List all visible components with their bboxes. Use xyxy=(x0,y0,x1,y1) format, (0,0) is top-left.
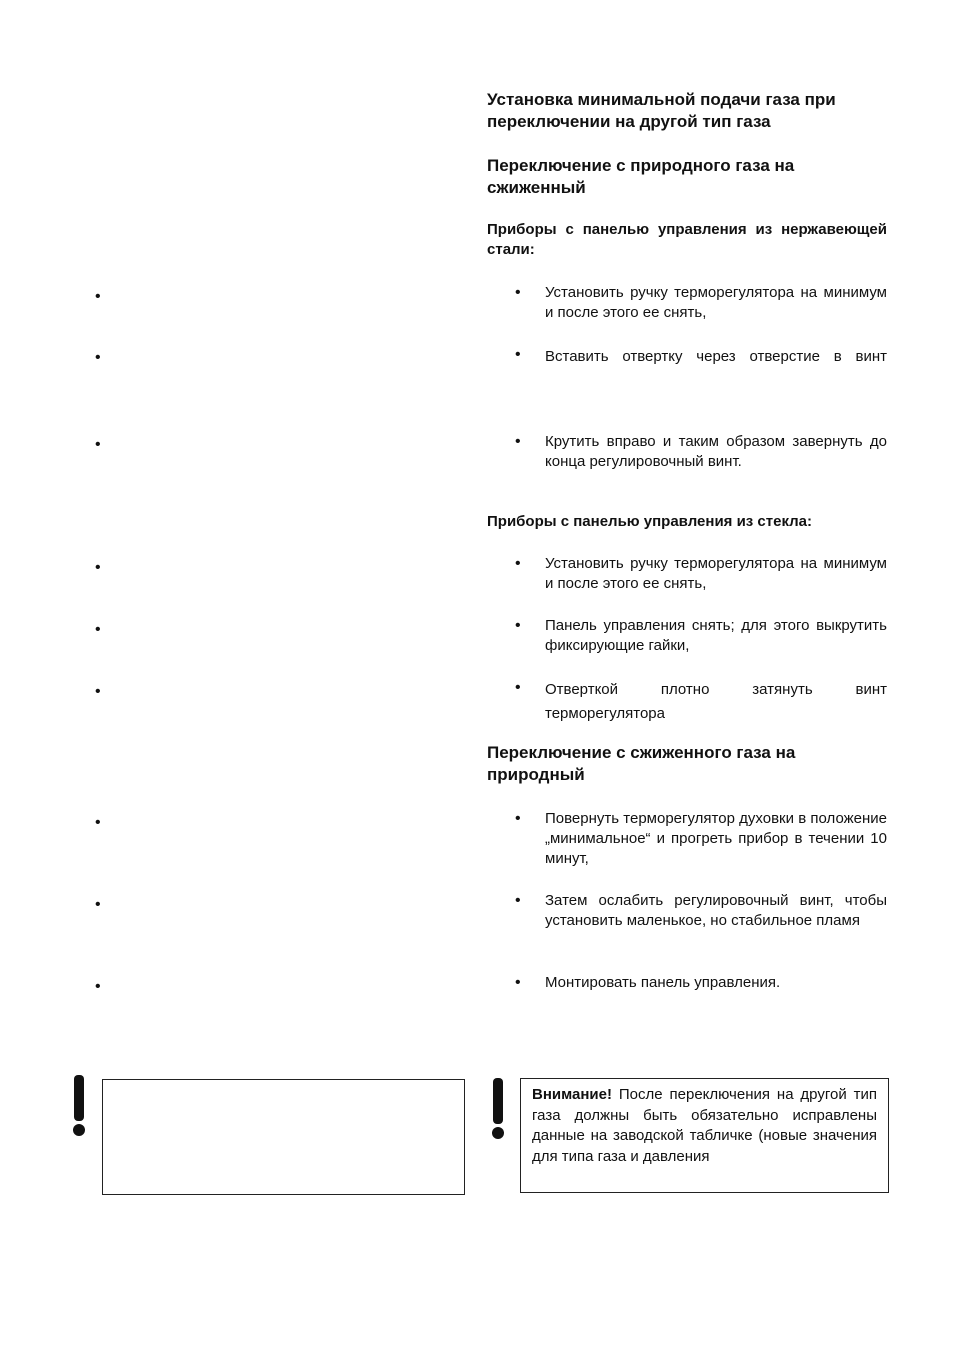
warning-box xyxy=(520,1078,889,1193)
bullet: • xyxy=(515,679,521,696)
list-item: Повернуть терморегулятор духовки в положение „минимальное“ и прогреть прибор в течении 10 минут, xyxy=(545,810,887,867)
left-bullet: • xyxy=(95,683,101,700)
bullet: • xyxy=(515,346,521,363)
list-item: Крутить вправо и таким образом завернуть до конца регулировочный винт. xyxy=(545,433,887,470)
steel-panel-heading: Приборы с панелью управления из нержавеющей стали: xyxy=(487,221,887,258)
bullet: • xyxy=(515,617,521,634)
exclamation-icon xyxy=(72,1075,86,1137)
list-item: Установить ручку терморегулятора на минимум и после этого ее снять, xyxy=(545,284,887,321)
warning-box-empty xyxy=(102,1079,465,1195)
bullet: • xyxy=(515,892,521,909)
list-item: Отверткой плотно затянуть винт терморегулятора xyxy=(545,681,887,722)
left-bullet: • xyxy=(95,814,101,831)
warning-body: После переключения на другой тип газа должны быть обязательно исправлены данные на заводской табличке (новые значения для типа газа и давления xyxy=(532,1086,877,1165)
left-bullet: • xyxy=(95,621,101,638)
warning-label: Внимание! xyxy=(532,1086,612,1103)
left-bullet: • xyxy=(95,436,101,453)
bullet: • xyxy=(515,810,521,827)
list-item: Панель управления снять; для этого выкрутить фиксирующие гайки, xyxy=(545,617,887,654)
left-bullet: • xyxy=(95,288,101,305)
bullet: • xyxy=(515,555,521,572)
glass-panel-heading: Приборы с панелью управления из стекла: xyxy=(487,513,813,530)
bullet: • xyxy=(515,974,521,991)
list-item xyxy=(545,345,887,368)
section-heading-natural-to-lpg: Переключение с природного газа на сжиженный xyxy=(487,156,795,197)
left-bullet: • xyxy=(95,559,101,576)
bullet: • xyxy=(515,284,521,301)
section-heading-lpg-to-natural: Переключение с сжиженного газа на природный xyxy=(487,743,796,784)
list-item: Затем ослабить регулировочный винт, чтобы установить маленькое, но стабильное пламя xyxy=(545,892,887,929)
exclamation-icon xyxy=(491,1078,505,1140)
left-bullet: • xyxy=(95,896,101,913)
left-bullet: • xyxy=(95,978,101,995)
page-title: Установка минимальной подачи газа при переключении на другой тип газа xyxy=(487,90,836,131)
warning-text xyxy=(532,1085,877,1167)
list-item-text: Вставить отвертку через отверстие в винт xyxy=(545,348,887,365)
bullet: • xyxy=(515,433,521,450)
list-item: Монтировать панель управления. xyxy=(545,974,781,991)
list-item: Установить ручку терморегулятора на минимум и после этого ее снять, xyxy=(545,555,887,592)
left-bullet: • xyxy=(95,349,101,366)
